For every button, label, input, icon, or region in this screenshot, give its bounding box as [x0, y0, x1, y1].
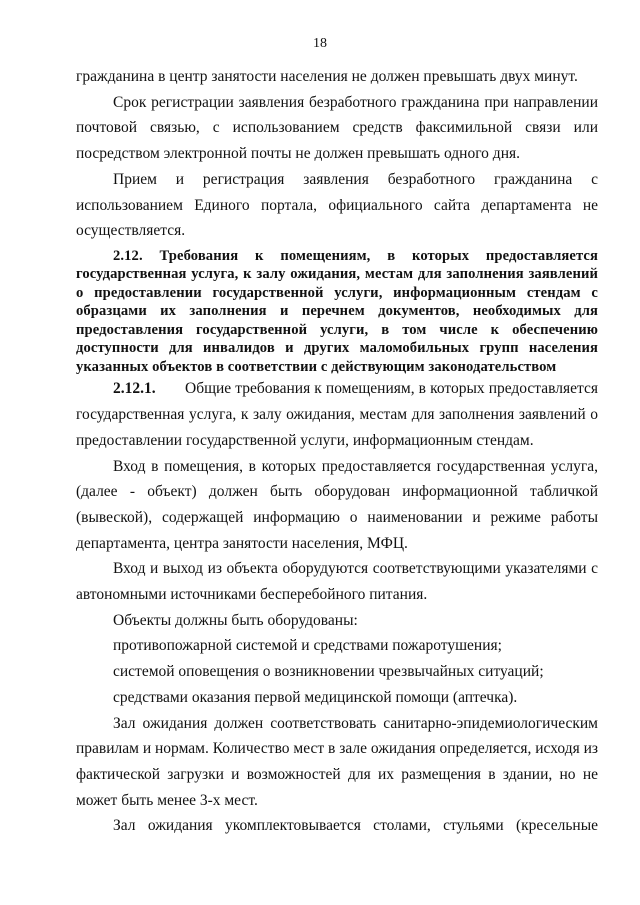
list-item: противопожарной системой и средствами пожаротушения;	[113, 637, 502, 655]
paragraph-waiting-hall-furniture: Зал ожидания укомплектовывается столами, стульями (кресельные	[113, 817, 598, 835]
subsection-2-12-1	[76, 376, 598, 453]
section-heading-2-12: 2.12. Требования к помещениям, в которых предоставляется государственная услуга, к залу ожидания, местам для заполнения заявлений о предоставлении государственной услуги, информационным стендам с образцами их заполнения и перечнем документов, необходимых для предоставления государственной услуги, в том числе к обеспечению доступности для инвалидов и других маломобильных групп населения указанных объектов в соответствии с действующим законодательством	[76, 247, 598, 375]
paragraph-entrance-sign: Вход в помещения, в которых предоставляется государственная услуга, (далее - объект) должен быть оборудован информационной табличкой (вывеской), содержащей информацию о наименовании и режиме работы департамента, центра занятости населения, МФЦ.	[76, 457, 598, 552]
list-item: системой оповещения о возникновении чрезвычайных ситуаций;	[113, 663, 544, 681]
list-item: средствами оказания первой медицинской помощи (аптечка).	[113, 688, 518, 706]
paragraph-equipment-intro: Объекты должны быть оборудованы:	[113, 611, 358, 629]
paragraph-postal-registration: Срок регистрации заявления безработного гражданина при направлении почтовой связью, с использованием средств факсимильной связи или посредством электронной почты не должен превышать одного дня.	[76, 93, 598, 163]
page-number: 18	[313, 36, 327, 51]
paragraph-entrance-exit: Вход и выход из объекта оборудуются соответствующими указателями с автономными источниками бесперебойного питания.	[76, 560, 598, 604]
paragraph-waiting-hall: Зал ожидания должен соответствовать санитарно-эпидемиологическим правилам и нормам. Количество мест в зале ожидания определяется, исходя из фактической загрузки и возможностей для их размещения в здании, но не может быть менее 3-х мест.	[76, 714, 598, 809]
subsection-text: Общие требования к помещениям, в которых предоставляется государственная услуга, к залу ожидания, местам для заполнения заявлений о предоставлении государственной услуги, информационным стендам.	[76, 380, 598, 449]
paragraph-portal-registration: Прием и регистрация заявления безработного гражданина с использованием Единого портала, официального сайта департамента не осуществляется.	[76, 170, 598, 240]
paragraph-continuation: гражданина в центр занятости населения не должен превышать двух минут.	[76, 68, 578, 85]
subsection-number: 2.12.1.	[113, 380, 156, 398]
document-body	[76, 64, 598, 839]
